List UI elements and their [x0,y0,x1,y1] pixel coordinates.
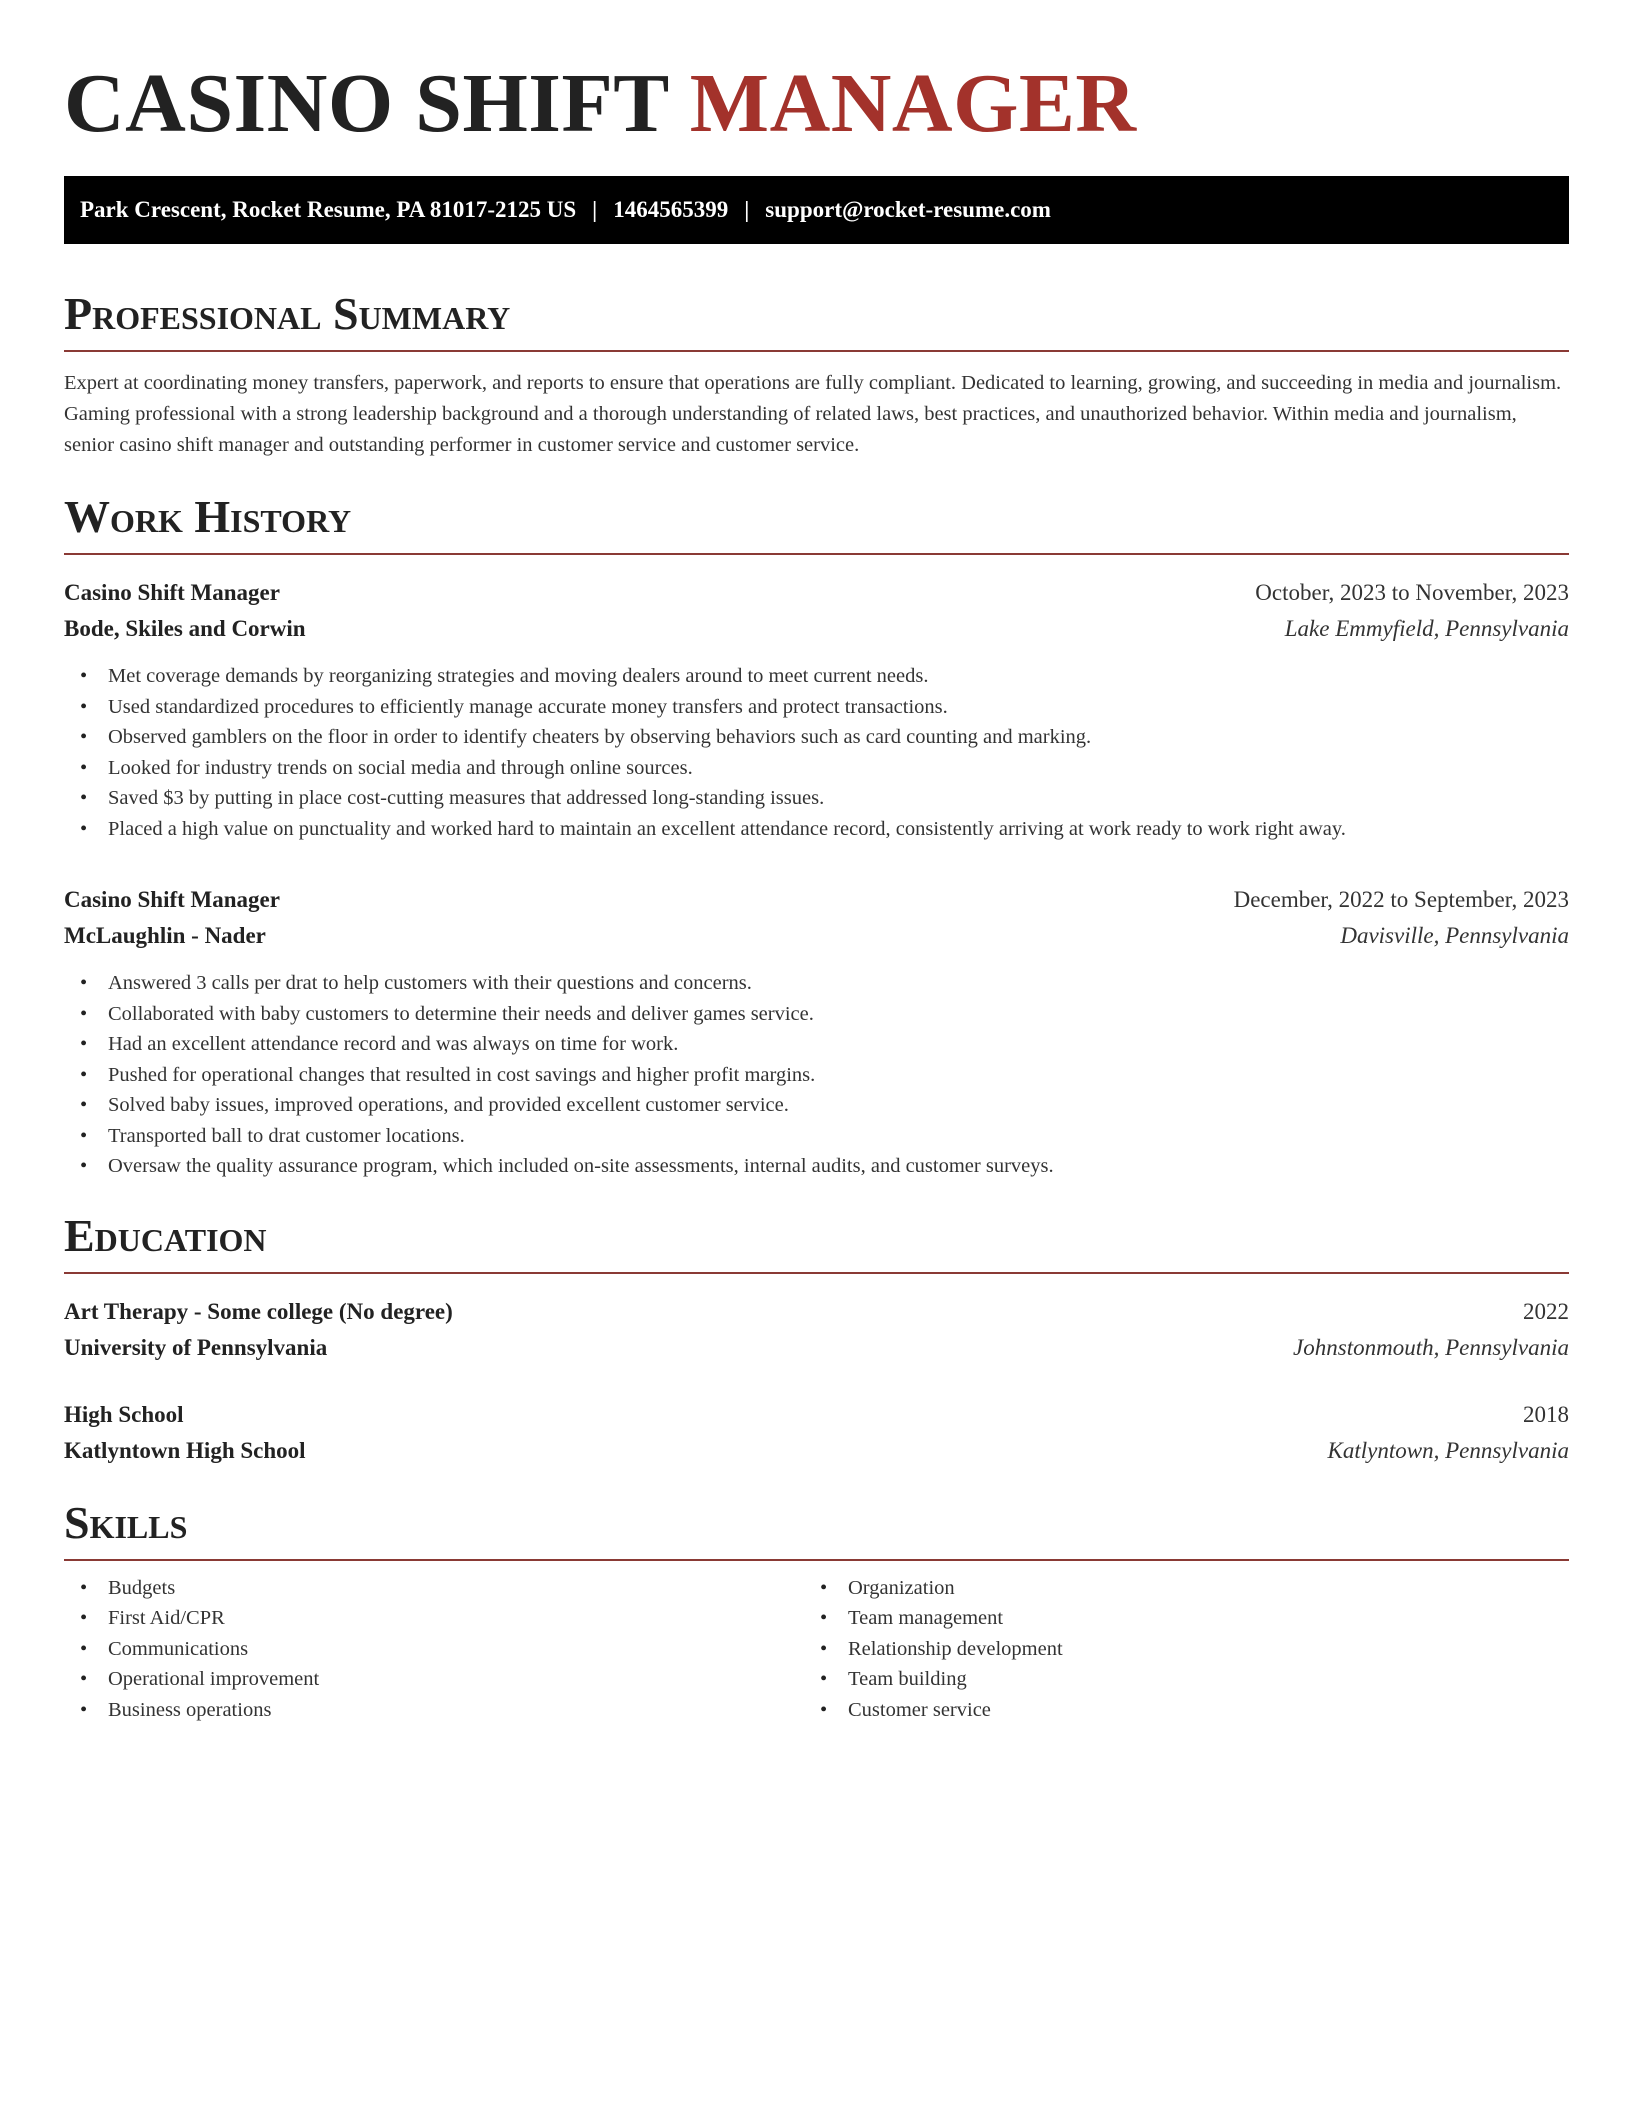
job-position: Casino Shift Manager [64,580,280,605]
education-school: Katlyntown High School [64,1437,306,1463]
job-company: Bode, Skiles and Corwin [64,616,306,641]
contact-bar [64,176,1569,244]
list-item: • Had an excellent attendance record and was always on time for work. [64,1029,1569,1060]
education-entry [64,1294,1569,1366]
skills-grid [64,1573,1569,1726]
skills-column-right [804,1573,1544,1726]
job-location: Lake Emmyfield, Pennsylvania [1284,616,1569,641]
education-school-row [64,1433,1569,1469]
education-header-row [64,1294,1569,1330]
list-item: • Looked for industry trends on social media and through online sources. [64,753,1569,784]
education-location: Johnstonmouth, Pennsylvania [1293,1334,1569,1360]
section-divider [64,553,1569,555]
skills-section [64,1497,1569,1726]
contact-phone[interactable]: 1464565399 [613,197,729,222]
job-header-row [64,575,1569,611]
list-item: • Customer service [804,1695,1544,1726]
list-item: • Team management [804,1603,1544,1634]
summary-title: Professional Summary [64,288,511,339]
resume-page [64,56,1569,1725]
job-entry [64,575,1569,844]
list-item: • Placed a high value on punctuality and worked hard to maintain an excellent attendance record, consistently arriving at work ready to work right away. [64,814,1569,845]
list-item: • Used standardized procedures to efficiently manage accurate money transfers and protect transactions. [64,692,1569,723]
job-entry [64,882,1569,1182]
job-company-row [64,611,1569,647]
contact-separator: | [592,197,598,222]
education-school: University of Pennsylvania [64,1334,328,1360]
list-item: • Relationship development [804,1634,1544,1665]
job-dates: October, 2023 to November, 2023 [1255,580,1569,605]
job-location: Davisville, Pennsylvania [1340,923,1569,948]
education-school-row [64,1330,1569,1366]
list-item: • Oversaw the quality assurance program, which included on-site assessments, internal audits, and customer surveys. [64,1151,1569,1182]
list-item: • Team building [804,1664,1544,1695]
job-company-row [64,918,1569,954]
name-first: CASINO SHIFT [64,57,669,150]
education-location: Katlyntown, Pennsylvania [1327,1437,1569,1463]
education-title: Education [64,1209,267,1261]
section-divider [64,1559,1569,1561]
work-history-title: Work History [64,491,352,542]
skills-column-left [64,1573,804,1726]
education-entry [64,1397,1569,1469]
contact-email[interactable]: support@rocket-resume.com [765,197,1051,222]
job-bullets [64,661,1569,844]
section-divider [64,1272,1569,1274]
list-item: • Answered 3 calls per drat to help customers with their questions and concerns. [64,968,1569,999]
section-divider [64,350,1569,352]
summary-section [64,288,1569,461]
list-item: • Solved baby issues, improved operations, and provided excellent customer service. [64,1090,1569,1121]
list-item: • Organization [804,1573,1544,1604]
list-item: • Communications [64,1634,804,1665]
summary-text: Expert at coordinating money transfers, paperwork, and reports to ensure that operations are fully compliant. Dedicated to learning, growing, and succeeding in media and journalism. Gaming professional with a strong leadership background and a thorough understanding of related laws, best practices, and unauthorized behavior. Within media and journalism, senior casino shift manager and outstanding performer in customer service and customer service. [64,372,1562,456]
list-item: • First Aid/CPR [64,1603,804,1634]
list-item: • Budgets [64,1573,804,1604]
education-degree: High School [64,1401,184,1427]
contact-address: Park Crescent, Rocket Resume, PA 81017-2125 US [80,197,577,222]
education-section [64,1210,1569,1469]
list-item: • Observed gamblers on the floor in order to identify cheaters by observing behaviors such as card counting and marking. [64,722,1569,753]
list-item: • Saved $3 by putting in place cost-cutting measures that addressed long-standing issues. [64,783,1569,814]
name-last: MANAGER [689,57,1137,150]
education-header-row [64,1397,1569,1433]
list-item: • Transported ball to drat customer locations. [64,1121,1569,1152]
job-dates: December, 2022 to September, 2023 [1233,887,1569,912]
job-header-row [64,882,1569,918]
education-degree: Art Therapy - Some college (No degree) [64,1298,453,1324]
job-bullets [64,968,1569,1182]
list-item: • Operational improvement [64,1664,804,1695]
skills-title: Skills [64,1496,188,1548]
list-item: • Pushed for operational changes that resulted in cost savings and higher profit margins. [64,1060,1569,1091]
list-item: • Collaborated with baby customers to determine their needs and deliver games service. [64,999,1569,1030]
education-year: 2018 [1523,1401,1569,1427]
list-item: • Business operations [64,1695,804,1726]
work-history-section [64,491,1569,1182]
job-position: Casino Shift Manager [64,887,280,912]
list-item: • Met coverage demands by reorganizing strategies and moving dealers around to meet current needs. [64,661,1569,692]
job-company: McLaughlin - Nader [64,923,266,948]
contact-separator: | [744,197,750,222]
education-year: 2022 [1523,1298,1569,1324]
resume-name [64,56,1569,152]
